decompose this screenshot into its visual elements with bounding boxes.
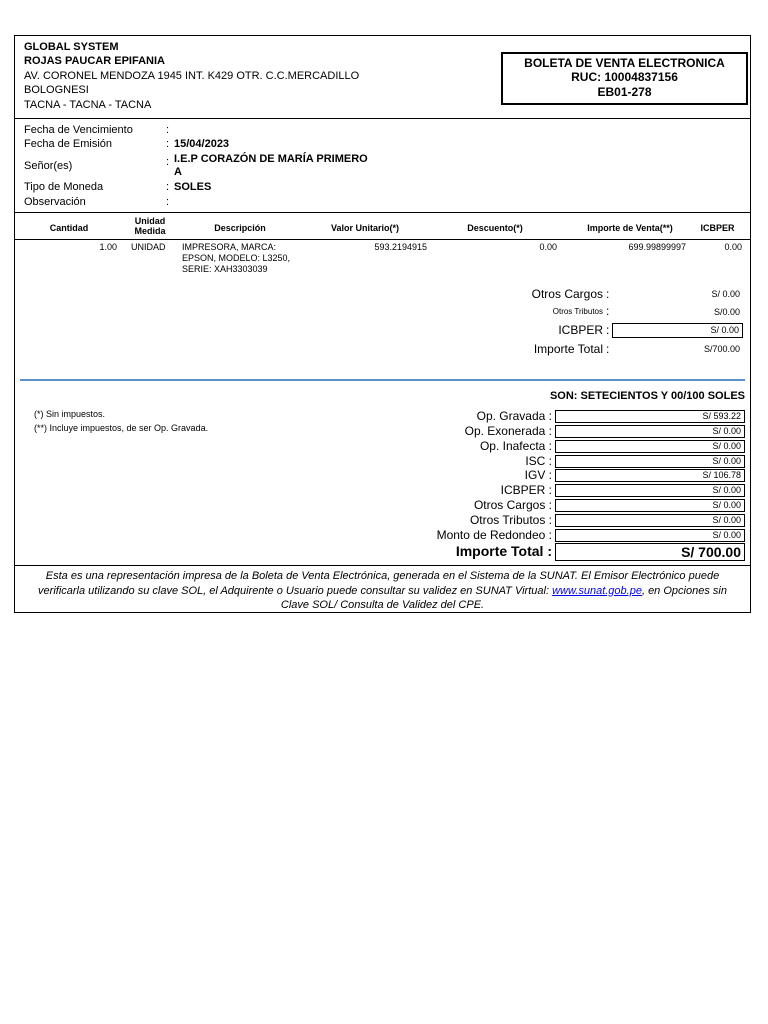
subtotal-importe-total-colon: : <box>606 342 610 356</box>
total-op-inafecta-value: S/ 0.00 <box>555 440 745 453</box>
document-title: BOLETA DE VENTA ELECTRONICA <box>524 56 725 70</box>
issue-date-colon: : <box>166 138 170 150</box>
total-importe-total-value: S/ 700.00 <box>555 543 745 561</box>
note-incluye-impuestos: (**) Incluye impuestos, de ser Op. Gravada. <box>34 423 209 433</box>
issuer-region: TACNA - TACNA - TACNA <box>24 99 152 111</box>
row-description-line1: IMPRESORA, MARCA: <box>182 242 277 252</box>
total-otros-tributos-value: S/ 0.00 <box>555 514 745 527</box>
currency-value: SOLES <box>174 181 212 193</box>
subtotal-otros-cargos-value: S/ 0.00 <box>711 289 740 299</box>
total-op-exonerada-label: Op. Exonerada : <box>464 424 552 438</box>
col-header-qty: Cantidad <box>49 223 89 233</box>
col-header-discount: Descuento(*) <box>467 223 523 233</box>
issue-date-label: Fecha de Emisión <box>24 138 113 150</box>
legal-footer <box>19 569 746 613</box>
customer-colon: : <box>166 156 170 168</box>
col-header-unit-line2: Medida <box>134 226 166 236</box>
header-divider <box>15 118 750 119</box>
total-op-gravada-value: S/ 593.22 <box>555 410 745 423</box>
total-igv-value: S/ 106.78 <box>555 469 745 482</box>
total-icbper-value: S/ 0.00 <box>555 484 745 497</box>
col-header-unit <box>123 216 177 236</box>
currency-colon: : <box>166 181 170 193</box>
legal-footer-line2 <box>19 584 746 599</box>
subtotal-otros-tributos-colon: : <box>606 304 610 318</box>
document-ruc: RUC: 10004837156 <box>571 70 678 84</box>
row-qty: 1.00 <box>99 242 117 252</box>
legal-footer-line1: Esta es una representación impresa de la Boleta de Venta Electrónica, generada en el Sistema de la SUNAT. El Emisor Electrónico puede <box>45 570 720 582</box>
due-date-colon: : <box>166 124 170 136</box>
col-header-unit-price: Valor Unitario(*) <box>330 223 399 233</box>
sunat-link[interactable]: www.sunat.gob.pe <box>552 584 642 597</box>
subtotal-otros-tributos-value: S/0.00 <box>713 307 740 317</box>
col-header-icbper: ICBPER <box>700 223 735 233</box>
document-number: EB01-278 <box>597 85 652 99</box>
amount-in-words: SON: SETECIENTOS Y 00/100 SOLES <box>549 390 745 402</box>
issuer-owner: ROJAS PAUCAR EPIFANIA <box>24 55 165 67</box>
row-description-line2: EPSON, MODELO: L3250, <box>182 253 291 263</box>
row-discount: 0.00 <box>539 242 557 252</box>
customer-name-line1: I.E.P CORAZÓN DE MARÍA PRIMERO <box>174 153 368 165</box>
total-redondeo-value: S/ 0.00 <box>555 529 745 542</box>
section-separator <box>20 379 745 381</box>
due-date-label: Fecha de Vencimiento <box>24 124 133 136</box>
issuer-address: AV. CORONEL MENDOZA 1945 INT. K429 OTR. C.C.MERCADILLO <box>24 70 360 82</box>
total-igv-label: IGV : <box>524 468 552 482</box>
subtotal-importe-total-label: Importe Total <box>533 342 603 356</box>
subtotal-icbper-colon: : <box>606 323 610 337</box>
total-op-exonerada-value: S/ 0.00 <box>555 425 745 438</box>
total-importe-total-label: Importe Total : <box>455 543 552 559</box>
row-description <box>182 242 290 275</box>
subtotal-otros-cargos-colon: : <box>606 287 610 301</box>
footer-divider <box>15 565 750 566</box>
subtotal-otros-tributos-label: Otros Tributos <box>552 307 603 316</box>
total-isc-value: S/ 0.00 <box>555 455 745 468</box>
col-header-unit-line1: Unidad <box>134 216 166 226</box>
total-isc-label: ISC : <box>525 454 552 468</box>
row-description-line3: SERIE: XAH3303039 <box>182 264 268 274</box>
currency-label: Tipo de Moneda <box>24 181 104 193</box>
total-icbper-label: ICBPER : <box>500 483 552 497</box>
legal-footer-line2-start: verificarla utilizando su clave SOL, el Adquirente o Usuario puede consultar su validez en SUNAT Virtual: <box>38 584 553 597</box>
total-otros-cargos-value: S/ 0.00 <box>555 499 745 512</box>
col-header-sale-amount: Importe de Venta(**) <box>587 223 673 233</box>
col-header-description: Descripción <box>214 223 266 233</box>
row-sale-amount: 699.99899997 <box>628 242 686 252</box>
issue-date-value: 15/04/2023 <box>174 138 230 150</box>
subtotal-icbper-label: ICBPER <box>558 323 603 337</box>
legal-footer-line2-end: , en Opciones sin <box>641 584 727 597</box>
subtotal-otros-cargos-label: Otros Cargos <box>531 287 603 301</box>
subtotal-importe-total-value: S/700.00 <box>703 344 740 354</box>
issuer-company: GLOBAL SYSTEM <box>24 41 119 53</box>
total-redondeo-label: Monto de Redondeo : <box>436 528 552 542</box>
table-header-border <box>15 239 750 240</box>
total-otros-cargos-label: Otros Cargos : <box>473 498 552 512</box>
customer-label: Señor(es) <box>24 160 73 172</box>
invoice-document <box>14 35 751 613</box>
note-sin-impuestos: (*) Sin impuestos. <box>34 409 106 419</box>
total-otros-tributos-label: Otros Tributos : <box>469 513 552 527</box>
total-op-inafecta-label: Op. Inafecta : <box>479 439 552 453</box>
issuer-district: BOLOGNESI <box>24 84 89 96</box>
row-unit: UNIDAD <box>131 242 166 252</box>
customer-name-line2: A <box>174 166 182 178</box>
observation-label: Observación <box>24 196 86 208</box>
legal-footer-line3: Clave SOL/ Consulta de Validez del CPE. <box>280 599 485 611</box>
row-unit-price: 593.2194915 <box>374 242 427 252</box>
subtotal-icbper-value: S/ 0.00 <box>612 323 743 338</box>
observation-colon: : <box>166 196 170 208</box>
table-top-border <box>15 212 750 213</box>
document-type-box <box>501 52 748 105</box>
row-icbper: 0.00 <box>724 242 742 252</box>
total-op-gravada-label: Op. Gravada : <box>476 409 552 423</box>
